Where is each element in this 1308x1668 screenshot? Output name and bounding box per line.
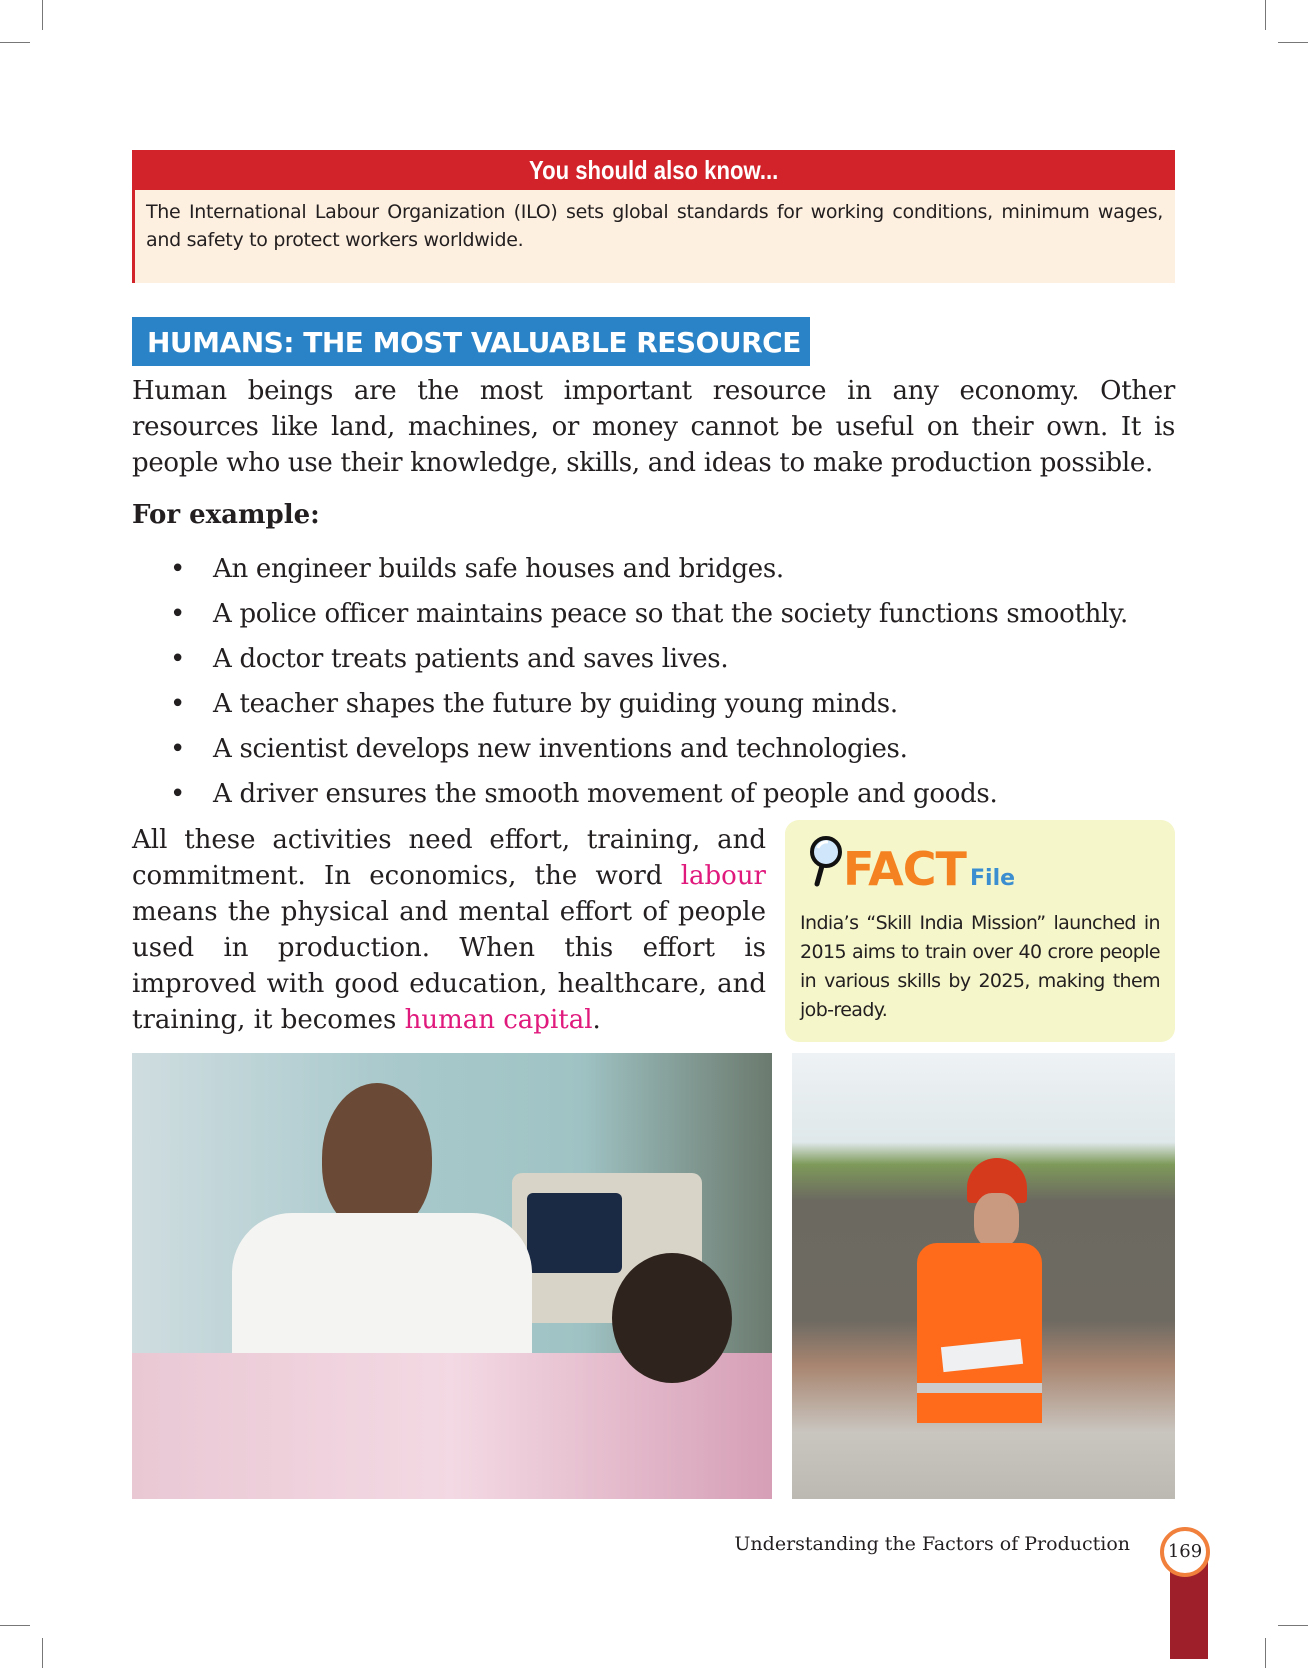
crop-mark [1278, 42, 1308, 43]
crop-mark [42, 1638, 43, 1668]
engineer-photo [792, 1053, 1175, 1499]
magnifier-icon [806, 834, 846, 894]
para-text: . [592, 1005, 601, 1035]
doctor-patient-photo [132, 1053, 772, 1499]
bullet-text: An engineer builds safe houses and bridges. [213, 554, 784, 584]
para-text: means the physical and mental effort of people used in production. When this effort is improved with good education, healthcare, and training, it becomes [132, 897, 766, 1035]
crop-mark [1265, 0, 1266, 30]
intro-paragraph: Human beings are the most important resource in any economy. Other resources like land, machines, or money cannot be useful on their own. It is people who use their knowledge, skills, and ideas to make production possible. [132, 376, 1175, 478]
crop-mark [1265, 1638, 1266, 1668]
term-labour: labour [680, 861, 766, 891]
section-heading: HUMANS: THE MOST VALUABLE RESOURCE [132, 317, 810, 366]
page-number: 169 [1160, 1527, 1210, 1577]
bullet-text: A driver ensures the smooth movement of people and goods. [213, 779, 998, 809]
para-text: All these activities need effort, training, and commitment. In economics, the word [132, 825, 766, 891]
labour-paragraph [132, 822, 766, 1038]
crop-mark [0, 1625, 30, 1626]
bullet-text: A police officer maintains peace so that the society functions smoothly. [213, 599, 1128, 629]
term-human-capital: human capital [404, 1005, 593, 1035]
example-label: For example: [132, 500, 320, 530]
know-box-title [132, 150, 1175, 190]
fact-title: FACT [843, 842, 966, 896]
bullet-item: • A driver ensures the smooth movement of people and goods. [170, 779, 998, 809]
fact-file-box [785, 820, 1175, 1042]
know-box-title-text: You should also know... [528, 155, 779, 185]
bullet-text: A teacher shapes the future by guiding young minds. [213, 689, 898, 719]
crop-mark [0, 42, 30, 43]
fact-subtitle: File [970, 866, 1016, 891]
bullet-text: A doctor treats patients and saves lives. [213, 644, 729, 674]
bullet-item: • A doctor treats patients and saves lives. [170, 644, 729, 674]
crop-mark [42, 0, 43, 30]
crop-mark [1278, 1625, 1308, 1626]
bullet-item: • A teacher shapes the future by guiding young minds. [170, 689, 898, 719]
know-box-text: The International Labour Organization (ILO) sets global standards for working conditions, minimum wages, and safety to protect workers worldwide. [132, 190, 1175, 283]
bullet-item: • An engineer builds safe houses and bridges. [170, 554, 784, 584]
bullet-text: A scientist develops new inventions and technologies. [213, 734, 908, 764]
footer-chapter-title: Understanding the Factors of Production [734, 1533, 1130, 1555]
bullet-item: • A police officer maintains peace so that the society functions smoothly. [170, 599, 1128, 629]
fact-text: India’s “Skill India Mission” launched in 2015 aims to train over 40 crore people in various skills by 2025, making them job-ready. [800, 912, 1160, 1021]
bullet-item: • A scientist develops new inventions and technologies. [170, 734, 908, 764]
